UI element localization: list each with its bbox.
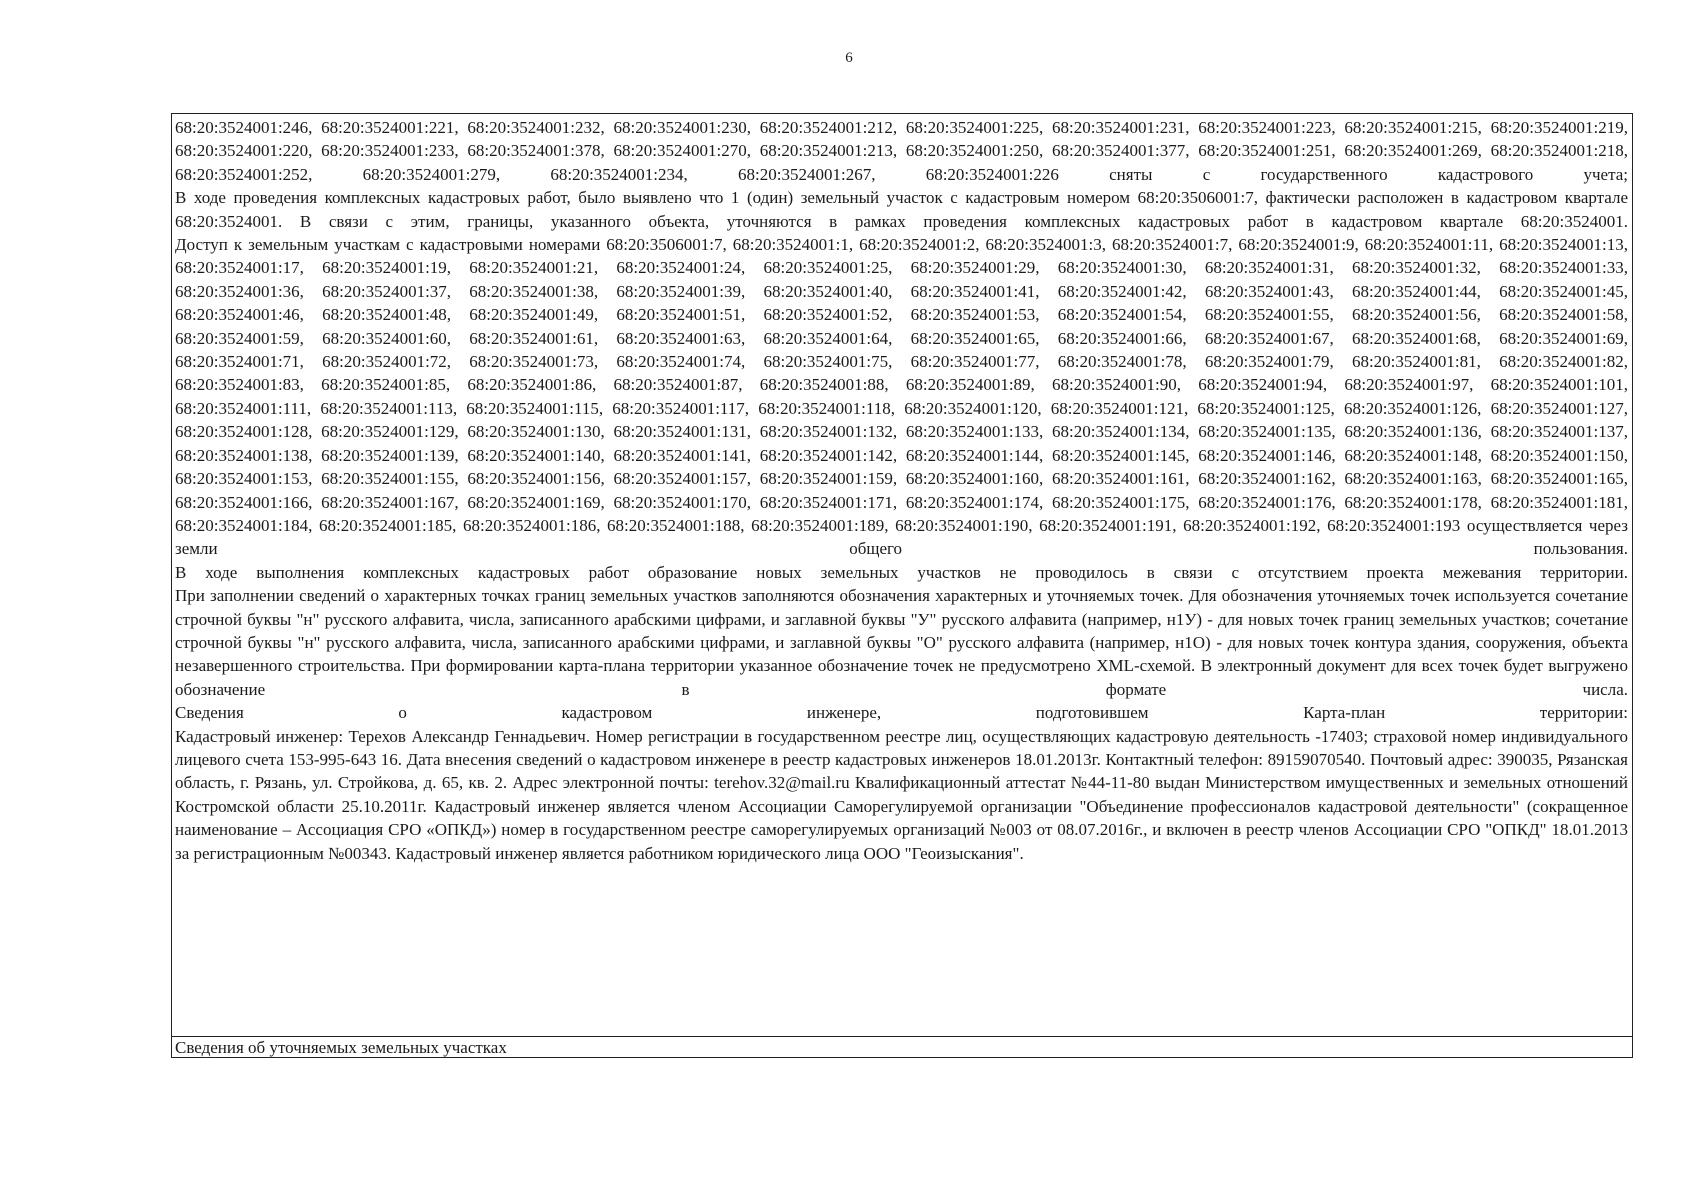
- page-number: 6: [845, 50, 853, 66]
- section-divider: [172, 1036, 1632, 1037]
- engineer-details-paragraph: Кадастровый инженер: Терехов Александр Геннадьевич. Номер регистрации в государственном реестре лиц, осуществляющих кадастровую деятельность -17403; страховой номер индивидуального лицевого счета 153-995-643 16. Дата внесения сведений о кадастровом инженере в реестр кадастровых инженеров 18.01.2013г. Контактный телефон: 89159070540. Почтовый адрес: 390035, Рязанская область, г. Рязань, ул. Стройкова, д. 65, кв. 2. Адрес электронной почты: terehov.32@mail.ru Квалификационный аттестат №44-11-80 выдан Министерством имущественных и земельных отношений Костромской области 25.10.2011г. Кадастровый инженер является членом Ассоциации Саморегулируемой организации "Объединение профессионалов кадастровой деятельности" (сокращенное наименование – Ассоциация СРО «ОПКД») номер в государственном реестре саморегулируемых организаций №003 от 08.07.2016г., и включен в реестр членов Ассоциации СРО "ОПКД" 18.01.2013 за регистрационным №00343. Кадастровый инженер является работником юридического лица ООО "Геоизыскания".: [175, 726, 1628, 863]
- engineer-heading: Сведения о кадастровом инженере, подготовившем Карта-план территории:: [175, 703, 1628, 723]
- document-body: [175, 116, 1628, 865]
- section-title: Сведения об уточняемых земельных участках: [175, 1038, 507, 1057]
- removed-parcels-paragraph: 68:20:3524001:246, 68:20:3524001:221, 68:20:3524001:232, 68:20:3524001:230, 68:20:3524001:212, 68:20:3524001:225, 68:20:3524001:231, 68:20:3524001:223, 68:20:3524001:215, 68:20:3524001:219, 68:20:3524001:220, 68:20:3524001:233, 68:20:3524001:378, 68:20:3524001:270, 68:20:3524001:213, 68:20:3524001:250, 68:20:3524001:377, 68:20:3524001:251, 68:20:3524001:269, 68:20:3524001:218, 68:20:3524001:252, 68:20:3524001:279, 68:20:3524001:234, 68:20:3524001:267, 68:20:3524001:226 сняты с государственного кадастрового учета;: [175, 118, 1628, 184]
- relocated-parcel-paragraph: В ходе проведения комплексных кадастровых работ, было выявлено что 1 (один) земельный участок с кадастровым номером 68:20:3506001:7, фактически расположен в кадастровом квартале 68:20:3524001. В связи с этим, границы, указанного объекта, уточняются в рамках проведения комплексных кадастровых работ в кадастровом квартале 68:20:3524001.: [175, 188, 1628, 231]
- content-frame: [171, 113, 1633, 1058]
- access-paragraph: Доступ к земельным участкам с кадастровыми номерами 68:20:3506001:7, 68:20:3524001:1, 68:20:3524001:2, 68:20:3524001:3, 68:20:3524001:7, 68:20:3524001:9, 68:20:3524001:11, 68:20:3524001:13, 68:20:3524001:17, 68:20:3524001:19, 68:20:3524001:21, 68:20:3524001:24, 68:20:3524001:25, 68:20:3524001:29, 68:20:3524001:30, 68:20:3524001:31, 68:20:3524001:32, 68:20:3524001:33, 68:20:3524001:36, 68:20:3524001:37, 68:20:3524001:38, 68:20:3524001:39, 68:20:3524001:40, 68:20:3524001:41, 68:20:3524001:42, 68:20:3524001:43, 68:20:3524001:44, 68:20:3524001:45, 68:20:3524001:46, 68:20:3524001:48, 68:20:3524001:49, 68:20:3524001:51, 68:20:3524001:52, 68:20:3524001:53, 68:20:3524001:54, 68:20:3524001:55, 68:20:3524001:56, 68:20:3524001:58, 68:20:3524001:59, 68:20:3524001:60, 68:20:3524001:61, 68:20:3524001:63, 68:20:3524001:64, 68:20:3524001:65, 68:20:3524001:66, 68:20:3524001:67, 68:20:3524001:68, 68:20:3524001:69, 68:20:3524001:71, 68:20:3524001:72, 68:20:3524001:73, 68:20:3524001:74, 68:20:3524001:75, 68:20:3524001:77, 68:20:3524001:78, 68:20:3524001:79, 68:20:3524001:81, 68:20:3524001:82, 68:20:3524001:83, 68:20:3524001:85, 68:20:3524001:86, 68:20:3524001:87, 68:20:3524001:88, 68:20:3524001:89, 68:20:3524001:90, 68:20:3524001:94, 68:20:3524001:97, 68:20:3524001:101, 68:20:3524001:111, 68:20:3524001:113, 68:20:3524001:115, 68:20:3524001:117, 68:20:3524001:118, 68:20:3524001:120, 68:20:3524001:121, 68:20:3524001:125, 68:20:3524001:126, 68:20:3524001:127, 68:20:3524001:128, 68:20:3524001:129, 68:20:3524001:130, 68:20:3524001:131, 68:20:3524001:132, 68:20:3524001:133, 68:20:3524001:134, 68:20:3524001:135, 68:20:3524001:136, 68:20:3524001:137, 68:20:3524001:138, 68:20:3524001:139, 68:20:3524001:140, 68:20:3524001:141, 68:20:3524001:142, 68:20:3524001:144, 68:20:3524001:145, 68:20:3524001:146, 68:20:3524001:148, 68:20:3524001:150, 68:20:3524001:153, 68:20:3524001:155, 68:20:3524001:156, 68:20:3524001:157, 68:20:3524001:159, 68:20:3524001:160, 68:20:3524001:161, 68:20:3524001:162, 68:20:3524001:163, 68:20:3524001:165, 68:20:3524001:166, 68:20:3524001:167, 68:20:3524001:169, 68:20:3524001:170, 68:20:3524001:171, 68:20:3524001:174, 68:20:3524001:175, 68:20:3524001:176, 68:20:3524001:178, 68:20:3524001:181, 68:20:3524001:184, 68:20:3524001:185, 68:20:3524001:186, 68:20:3524001:188, 68:20:3524001:189, 68:20:3524001:190, 68:20:3524001:191, 68:20:3524001:192, 68:20:3524001:193 осуществляется через земли общего пользования.: [175, 235, 1628, 559]
- point-notation-paragraph: При заполнении сведений о характерных точках границ земельных участков заполняются обозначения характерных и уточняемых точек. Для обозначения уточняемых точек используется сочетание строчной буквы "н" русского алфавита, числа, записанного арабскими цифрами, и заглавной буквы "У" русского алфавита (например, н1У) - для новых точек границ земельных участков; сочетание строчной буквы "н" русского алфавита, числа, записанного арабскими цифрами, и заглавной буквы "О" русского алфавита (например, н1О) - для новых точек контура здания, сооружения, объекта незавершенного строительства. При формировании карта-плана территории указанное обозначение точек не предусмотрено XML-схемой. В электронный документ для всех точек будет выгружено обозначение в формате числа.: [175, 586, 1628, 699]
- no-new-parcels-paragraph: В ходе выполнения комплексных кадастровых работ образование новых земельных участков не проводилось в связи с отсутствием проекта межевания территории.: [175, 562, 1628, 582]
